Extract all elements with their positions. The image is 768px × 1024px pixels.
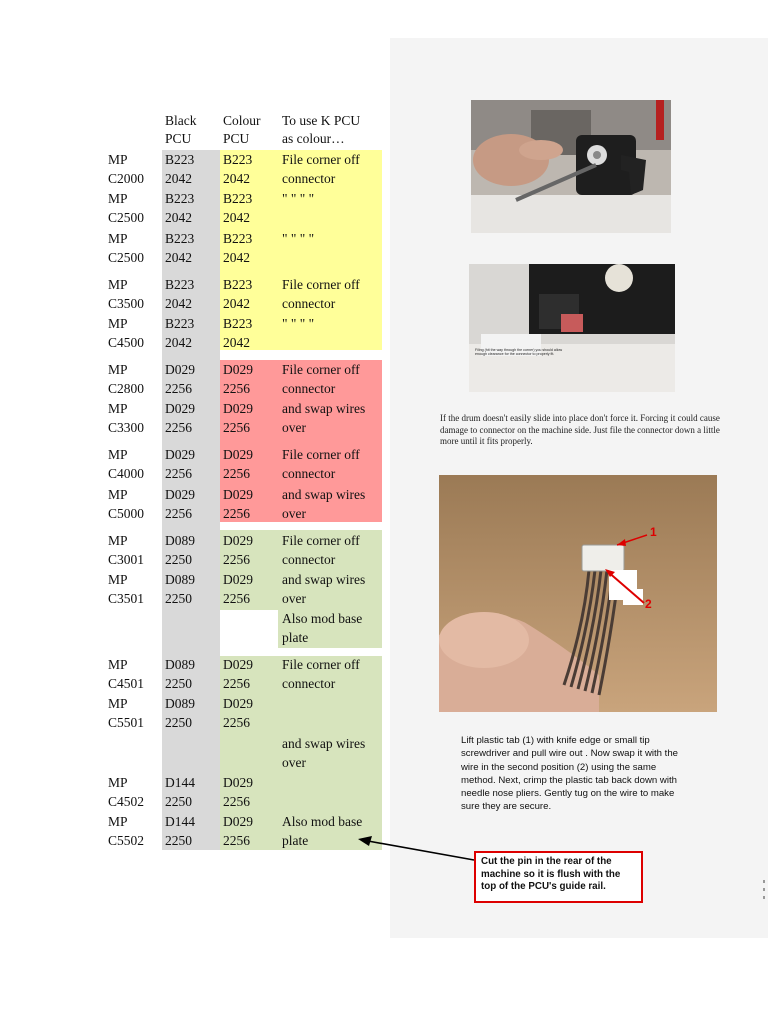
note-cell: File corner off connector [282,362,360,396]
colour-pcu-cell: D029 2256 [223,814,253,848]
model-cell: MP C2000 [108,152,145,186]
model-cell: MP C2800 [108,362,145,396]
compatibility-table [0,0,390,860]
black-pcu-cell: B223 2042 [165,152,195,186]
edge-marks [763,880,768,904]
black-pcu-cell: D029 2256 [165,362,195,396]
colour-pcu-cell: B223 2042 [223,191,253,225]
note-cell: File corner off connector [282,152,360,186]
model-cell: MP C4502 [108,775,145,809]
model-cell: MP C2500 [108,231,145,265]
note-cell: File corner off connector [282,447,360,481]
colour-pcu-cell: D029 2256 [223,696,253,730]
colour-pcu-cell: B223 2042 [223,231,253,265]
model-cell: MP C4000 [108,447,145,481]
model-cell: MP C5501 [108,696,145,730]
colour-pcu-cell: D029 2256 [223,401,253,435]
model-cell: MP C3500 [108,277,145,311]
black-pcu-cell: B223 2042 [165,231,195,265]
black-pcu-cell: D089 2250 [165,533,195,567]
note-cell: and swap wires over [282,572,366,606]
black-pcu-cell: D089 2250 [165,657,195,691]
note-cell: File corner off connector [282,277,360,311]
black-pcu-cell: D029 2256 [165,487,195,521]
colour-pcu-cell: B223 2042 [223,316,253,350]
photo2-caption: Filing (hit the way through the corner) you should allow enough clearance for the connector to properly fit. [475,348,563,357]
note-cell: " " " " [282,191,315,206]
note-cell: File corner off connector [282,533,360,567]
model-cell: MP C3001 [108,533,145,567]
black-pcu-cell: B223 2042 [165,191,195,225]
note-cell: Also mod base plate [282,611,363,645]
header-to-use: To use K PCU as colour… [282,113,361,146]
model-cell: MP C2500 [108,191,145,225]
model-cell: MP C5502 [108,814,145,848]
note-cell: " " " " [282,316,315,331]
pcu-filing-photo [471,100,671,233]
colour-pcu-cell: D029 2256 [223,533,253,567]
model-cell: MP C3501 [108,572,145,606]
black-pcu-cell: D029 2256 [165,401,195,435]
black-pcu-cell: D089 2250 [165,572,195,606]
colour-pcu-cell: D029 2256 [223,362,253,396]
pointer-arrow [350,830,480,870]
note-cell: and swap wires over [282,401,366,435]
colour-pcu-cell: B223 2042 [223,277,253,311]
colour-pcu-cell: D029 2256 [223,572,253,606]
black-pcu-cell: D144 2250 [165,775,195,809]
model-cell: MP C4501 [108,657,145,691]
model-cell: MP C3300 [108,401,145,435]
note-cell: and swap wires over [282,487,366,521]
header-colour-pcu: Colour PCU [223,113,261,146]
colour-pcu-cell: B223 2042 [223,152,253,186]
black-pcu-cell: D089 2250 [165,696,195,730]
wire-connector-photo [439,475,717,712]
header-black-pcu: Black PCU [165,113,197,146]
wire-swap-caption: Lift plastic tab (1) with knife edge or small tip screwdriver and pull wire out . Now swap it with the wire in the second position (2) using the same method. Next, crimp the plastic tab back down with needle nose pliers. Gently tug on the wire to make sure they are secure. [461,735,679,813]
connector-label-1: 1 [650,525,657,539]
black-pcu-cell: D029 2256 [165,447,195,481]
note-cell: " " " " [282,231,315,246]
black-pcu-cell: B223 2042 [165,277,195,311]
model-cell: MP C4500 [108,316,145,350]
connector-label-2: 2 [645,597,652,611]
note-cell: File corner off connector [282,657,360,691]
model-cell: MP C5000 [108,487,145,521]
colour-pcu-cell: D029 2256 [223,447,253,481]
colour-pcu-cell: D029 2256 [223,775,253,809]
colour-pcu-cell: D029 2256 [223,657,253,691]
colour-pcu-cell: D029 2256 [223,487,253,521]
note-cell: Also mod base plate [282,814,363,848]
black-pcu-cell: D144 2250 [165,814,195,848]
black-pcu-cell: B223 2042 [165,316,195,350]
note-cell: and swap wires over [282,736,366,770]
pin-cut-note: Cut the pin in the rear of the machine so it is flush with the top of the PCU's guide rail. [474,851,643,903]
connector-clearance-photo [469,264,675,392]
drum-caption: If the drum doesn't easily slide into place don't force it. Forcing it could cause damage to connector on the machine side. Just file the connector down a little more until it fits properly. [440,413,720,446]
